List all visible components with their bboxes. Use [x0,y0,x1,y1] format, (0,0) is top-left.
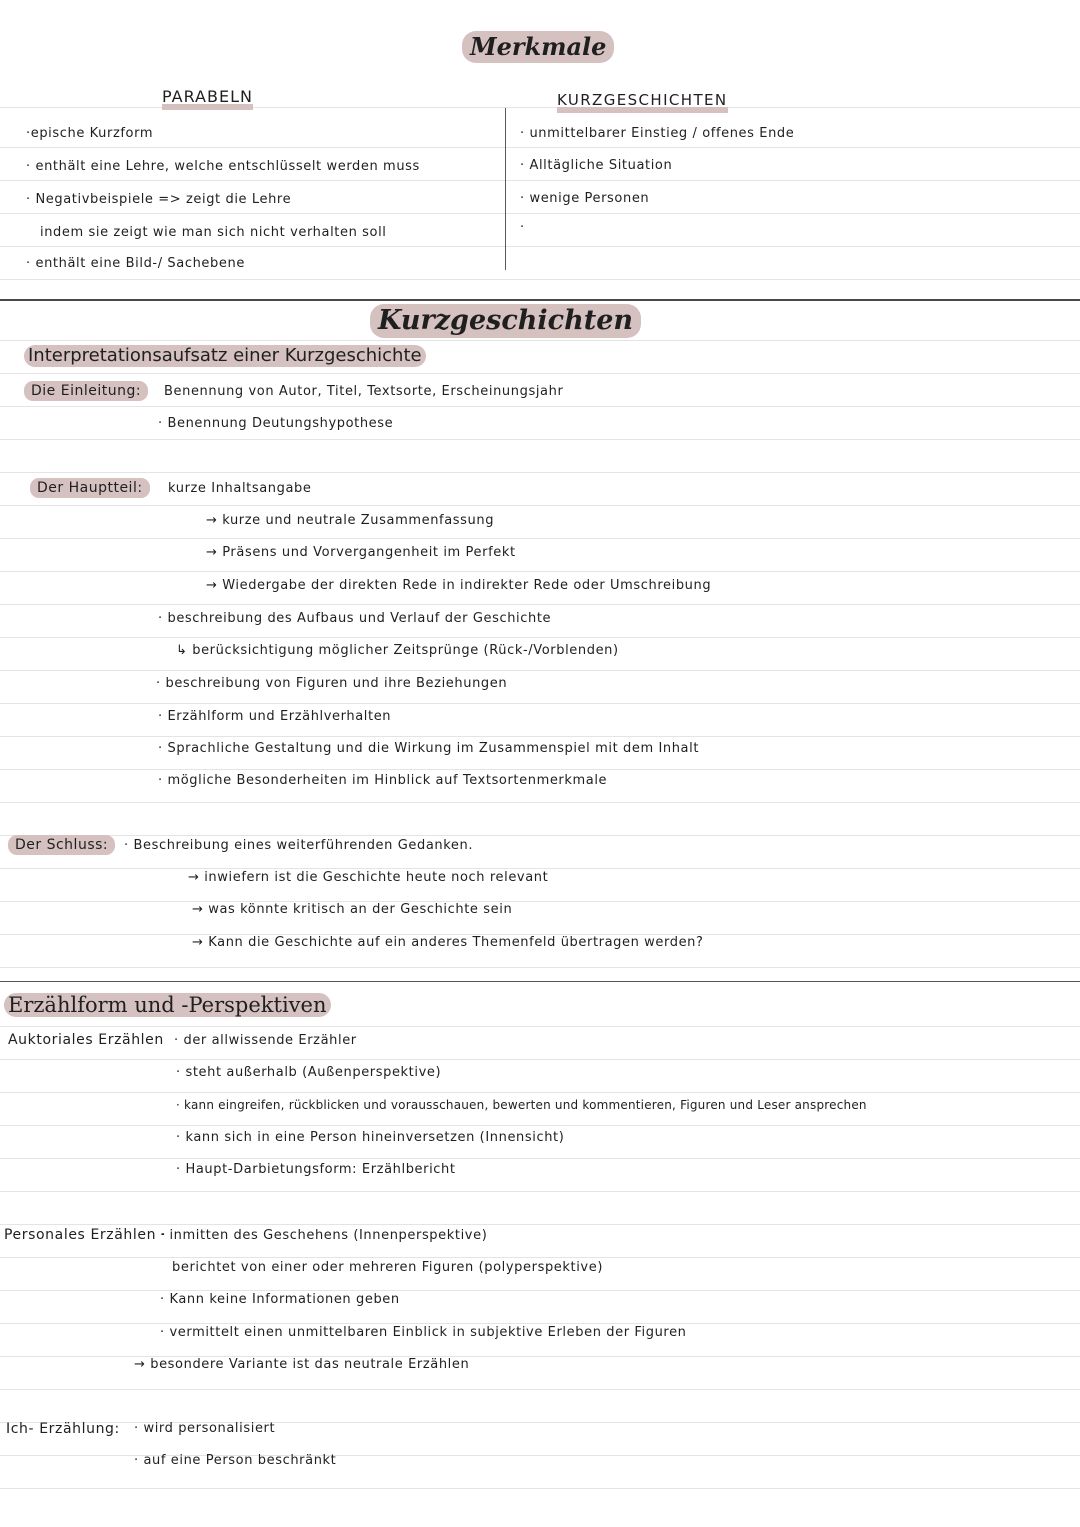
erzaehlform-title: Erzählform und -Perspektiven [4,993,331,1017]
hauptteil-item: → Wiedergabe der direkten Rede in indirekter Rede oder Umschreibung [206,578,712,593]
hauptteil-item: · Sprachliche Gestaltung und die Wirkung im Zusammenspiel mit dem Inhalt [158,741,700,756]
column-divider [505,108,506,270]
hauptteil-item: · mögliche Besonderheiten im Hinblick auf Textsortenmerkmale [158,773,608,788]
list-item: indem sie zeigt wie man sich nicht verhalten soll [40,225,387,240]
einleitung-item: Benennung von Autor, Titel, Textsorte, Erscheinungsjahr [164,384,564,399]
hauptteil-item: → Präsens und Vorvergangenheit im Perfekt [206,545,516,560]
list-item: · Negativbeispiele => zeigt die Lehre [26,192,292,207]
hauptteil-label: Der Hauptteil: [30,478,150,498]
personal-item: · Kann keine Informationen geben [160,1292,400,1307]
kurzgeschichten-heading: KURZGESCHICHTEN [557,93,728,113]
personal-item: · inmitten des Geschehens (Innenperspektive) [160,1228,488,1243]
hauptteil-item: → kurze und neutrale Zusammenfassung [206,513,495,528]
ich-item: · wird personalisiert [134,1421,276,1436]
hauptteil-item: · Erzählform und Erzählverhalten [158,709,392,724]
interpretation-subtitle: Interpretationsaufsatz einer Kurzgeschichte [24,345,426,367]
schluss-label: Der Schluss: [8,835,115,855]
list-item: · enthält eine Bild-/ Sachebene [26,256,245,271]
list-item: ·epische Kurzform [26,126,154,141]
auktorial-item: · steht außerhalb (Außenperspektive) [176,1065,442,1080]
schluss-item: → Kann die Geschichte auf ein anderes Themenfeld übertragen werden? [192,935,704,950]
einleitung-item: · Benennung Deutungshypothese [158,416,394,431]
personal-item: · vermittelt einen unmittelbaren Einblick in subjektive Erleben der Figuren [160,1325,687,1340]
section-divider [0,981,1080,982]
hauptteil-item: · beschreibung des Aufbaus und Verlauf der Geschichte [158,611,552,626]
personal-item: berichtet von einer oder mehreren Figuren (polyperspektive) [172,1260,603,1275]
hauptteil-item: · beschreibung von Figuren und ihre Beziehungen [156,676,508,691]
auktorial-label: Auktoriales Erzählen [8,1032,164,1048]
auktorial-item: · kann sich in eine Person hineinversetzen (Innensicht) [176,1130,565,1145]
list-item: · unmittelbarer Einstieg / offenes Ende [520,126,795,141]
hauptteil-item: kurze Inhaltsangabe [168,481,312,496]
merkmale-title: Merkmale [462,31,614,63]
kurzgeschichten-title: Kurzgeschichten [370,304,641,338]
schluss-item: → was könnte kritisch an der Geschichte sein [192,902,513,917]
list-item: · [520,220,525,235]
auktorial-item: · der allwissende Erzähler [174,1033,357,1048]
auktorial-item: · Haupt-Darbietungsform: Erzählbericht [176,1162,456,1177]
ich-item: · auf eine Person beschränkt [134,1453,337,1468]
schluss-item: → inwiefern ist die Geschichte heute noch relevant [188,870,549,885]
list-item: · enthält eine Lehre, welche entschlüsselt werden muss [26,159,420,174]
hauptteil-item: ↳ berücksichtigung möglicher Zeitsprünge (Rück-/Vorblenden) [176,643,619,658]
personal-item: → besondere Variante ist das neutrale Erzählen [134,1357,470,1372]
list-item: · wenige Personen [520,191,650,206]
schluss-item: · Beschreibung eines weiterführenden Gedanken. [124,838,474,853]
auktorial-item: · kann eingreifen, rückblicken und vorausschauen, bewerten und kommentieren, Figuren und Leser ansprechen [176,1098,867,1112]
einleitung-label: Die Einleitung: [24,381,148,401]
personal-label: Personales Erzählen · [4,1227,167,1243]
list-item: · Alltägliche Situation [520,158,673,173]
ich-label: Ich- Erzählung: [6,1421,120,1437]
parabeln-heading: PARABELN [162,90,253,110]
section-divider [0,299,1080,301]
